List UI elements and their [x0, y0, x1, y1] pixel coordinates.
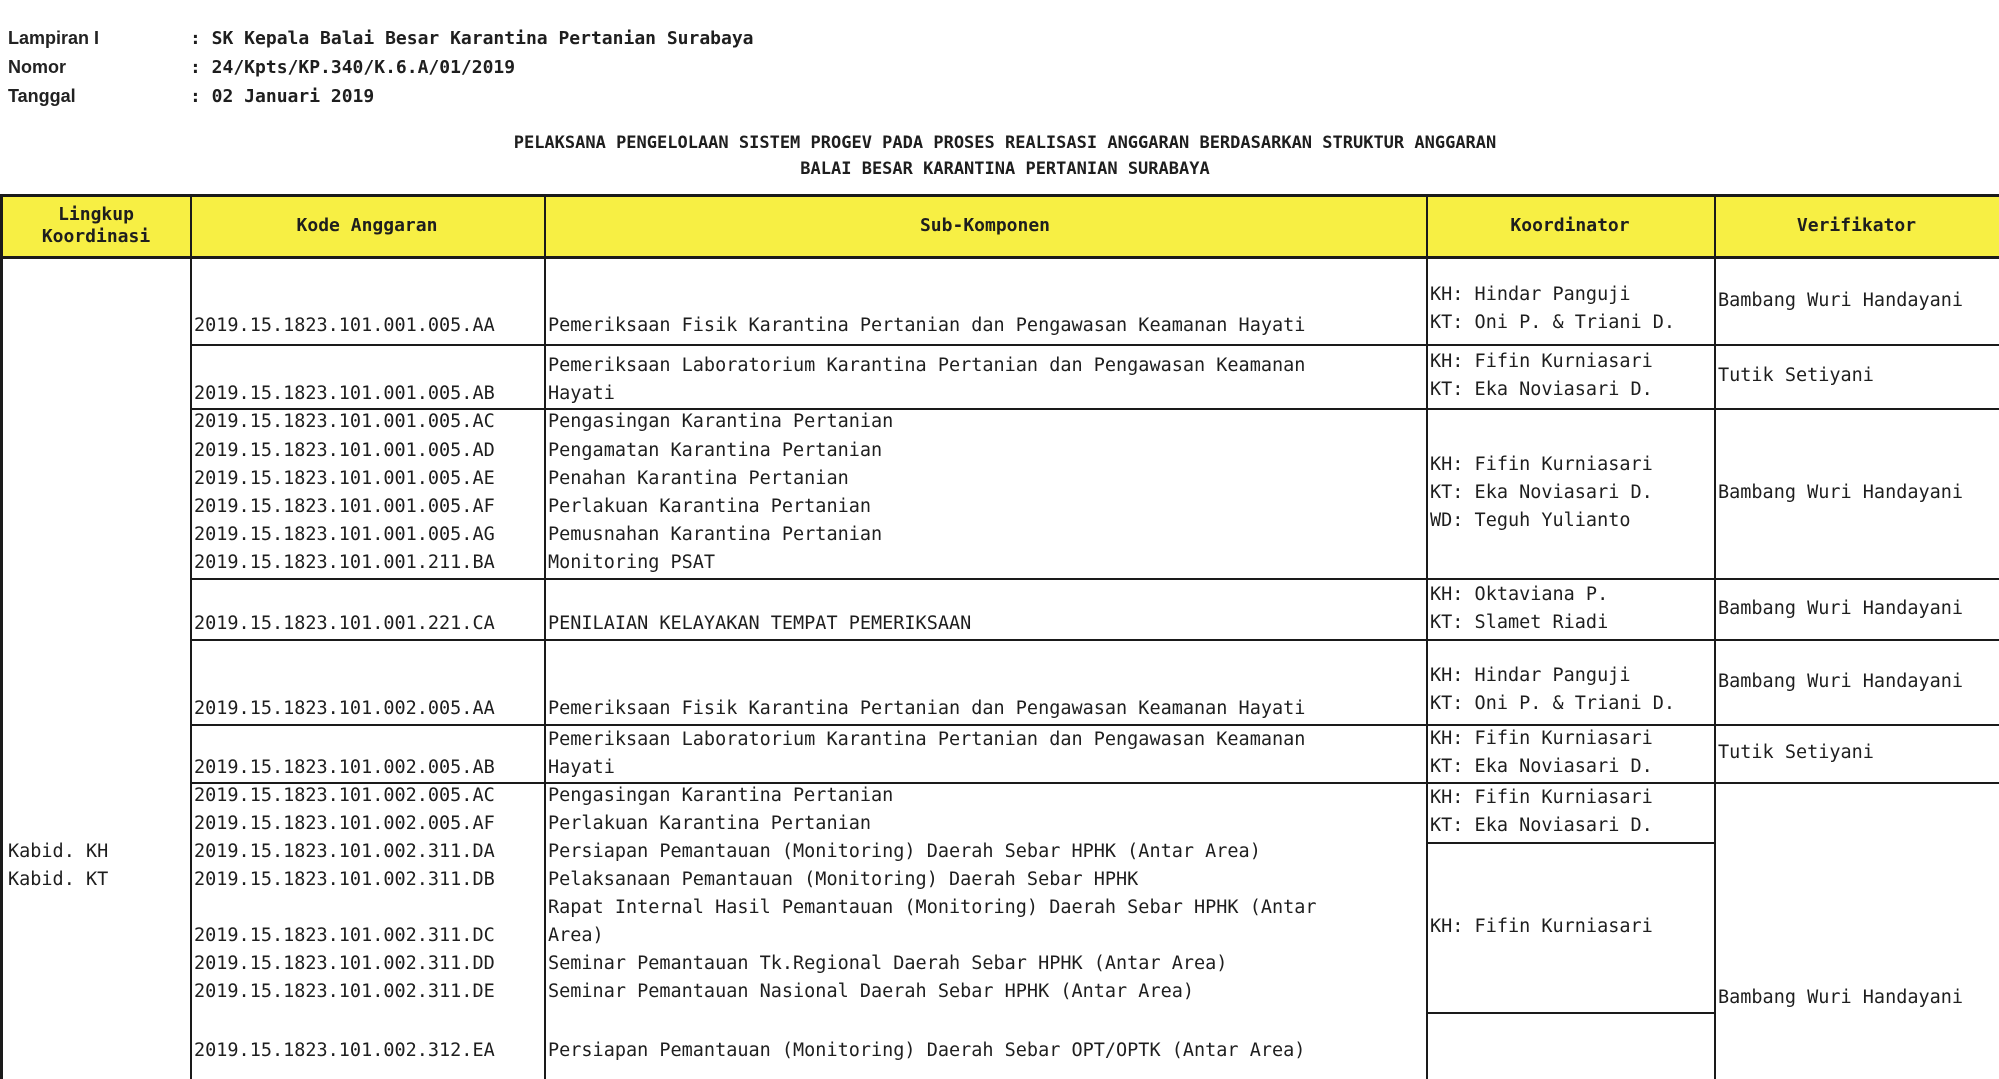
koordinator-cell: KH: Fifin Kurniasari	[1430, 916, 1653, 937]
sub-komponen-cell: Pengasingan Karantina Pertanian	[548, 411, 894, 432]
koordinator-cell: KH: Hindar Panguji KT: Oni P. & Triani D.	[1430, 664, 1676, 714]
kode-anggaran-cell: 2019.15.1823.101.002.311.DD	[194, 953, 495, 974]
koordinator-cell: KH: Fifin Kurniasari KT: Eka Noviasari D.	[1430, 728, 1653, 777]
verifikator-cell: Bambang Wuri Handayani	[1718, 670, 1964, 692]
sub-komponen-cell: Seminar Pemantauan Nasional Daerah Sebar HPHK (Antar Area)	[548, 981, 1195, 1002]
verifikator-cell: Tutik Setiyani	[1718, 365, 1874, 386]
koordinator-cell: KH: Hindar Panguji KT: Oni P. & Triani D.	[1430, 284, 1676, 333]
lampiran-label: Lampiran I	[8, 28, 100, 48]
sub-komponen-cell: Pemeriksaan Fisik Karantina Pertanian dan Pengawasan Keamanan Hayati	[548, 698, 1306, 719]
kode-anggaran-cell: 2019.15.1823.101.002.311.DE	[194, 981, 495, 1002]
nomor-value: : 24/Kpts/KP.340/K.6.A/01/2019	[190, 57, 516, 78]
table-rule	[1426, 724, 1714, 726]
document-title-line-2: BALAI BESAR KARANTINA PERTANIAN SURABAYA	[800, 159, 1210, 179]
tanggal-value: : 02 Januari 2019	[190, 86, 375, 107]
sub-komponen-cell: Pelaksanaan Pemantauan (Monitoring) Daerah Sebar HPHK	[548, 869, 1139, 890]
kode-anggaran-cell: 2019.15.1823.101.001.005.AC	[194, 411, 495, 432]
kode-anggaran-cell: 2019.15.1823.101.001.005.AA	[194, 315, 495, 336]
kode-anggaran-cell: 2019.15.1823.101.002.005.AB	[194, 757, 495, 778]
lampiran-value: : SK Kepala Balai Besar Karantina Pertanian Surabaya	[190, 28, 754, 49]
table-rule	[1426, 782, 1714, 784]
lingkup-koordinasi-cell: Kabid. KH	[8, 841, 109, 862]
kode-anggaran-cell: 2019.15.1823.101.002.311.DC	[194, 925, 495, 946]
sub-komponen-cell: Pengamatan Karantina Pertanian	[548, 440, 883, 461]
table-rule	[190, 408, 1426, 410]
sub-komponen-cell: Rapat Internal Hasil Pemantauan (Monitoring) Daerah Sebar HPHK (Antar Area)	[548, 897, 1317, 946]
table-rule	[1426, 578, 1714, 580]
col-header-koordinator: Koordinator	[1426, 196, 1714, 256]
table-rule	[190, 344, 1426, 346]
table-rule	[190, 724, 1426, 726]
verifikator-cell: Tutik Setiyani	[1718, 742, 1874, 763]
kode-anggaran-cell: 2019.15.1823.101.001.005.AG	[194, 524, 495, 545]
sub-komponen-cell: Pemeriksaan Laboratorium Karantina Pertanian dan Pengawasan Keamanan Hayati	[548, 729, 1306, 778]
sub-komponen-cell: Pengasingan Karantina Pertanian	[548, 785, 894, 806]
kode-anggaran-cell: 2019.15.1823.101.002.312.EA	[194, 1040, 495, 1061]
table-rule	[1714, 578, 1999, 580]
col-header-sub-komponen: Sub-Komponen	[544, 196, 1426, 256]
sub-komponen-cell: Persiapan Pemantauan (Monitoring) Daerah Sebar HPHK (Antar Area)	[548, 841, 1261, 862]
column-rule	[190, 194, 192, 1079]
column-rule	[544, 194, 546, 1079]
table-rule	[190, 782, 1426, 784]
kode-anggaran-cell: 2019.15.1823.101.002.005.AC	[194, 785, 495, 806]
table-rule	[1426, 639, 1714, 641]
kode-anggaran-cell: 2019.15.1823.101.001.005.AB	[194, 383, 495, 404]
sub-komponen-cell: PENILAIAN KELAYAKAN TEMPAT PEMERIKSAAN	[548, 613, 972, 634]
kode-anggaran-cell: 2019.15.1823.101.002.005.AF	[194, 813, 495, 834]
column-rule	[1426, 194, 1428, 1079]
col-header-lingkup: Lingkup Koordinasi	[2, 196, 190, 256]
sub-komponen-cell: Seminar Pemantauan Tk.Regional Daerah Sebar HPHK (Antar Area)	[548, 953, 1228, 974]
sub-komponen-cell: Pemusnahan Karantina Pertanian	[548, 524, 883, 545]
table-rule	[1714, 782, 1999, 784]
table-rule	[1714, 639, 1999, 641]
kode-anggaran-cell: 2019.15.1823.101.001.005.AD	[194, 440, 495, 461]
verifikator-cell: Bambang Wuri Handayani	[1718, 597, 1964, 619]
table-rule	[1714, 344, 1999, 346]
verifikator-cell: Bambang Wuri Handayani	[1718, 290, 1964, 311]
lingkup-koordinasi-cell: Kabid. KT	[8, 869, 109, 890]
sub-komponen-cell: Monitoring PSAT	[548, 552, 716, 573]
table-rule	[190, 578, 1426, 580]
koordinator-cell: KH: Fifin Kurniasari KT: Eka Noviasari D.	[1430, 787, 1653, 836]
col-header-verifikator: Verifikator	[1714, 196, 1999, 256]
verifikator-cell: Bambang Wuri Handayani	[1718, 482, 1964, 503]
sub-komponen-cell: Pemeriksaan Laboratorium Karantina Pertanian dan Pengawasan Keamanan Hayati	[548, 355, 1306, 404]
table-rule	[190, 639, 1426, 641]
sub-komponen-cell: Perlakuan Karantina Pertanian	[548, 813, 872, 834]
column-rule	[0, 194, 3, 1079]
document-title-line-1: PELAKSANA PENGELOLAAN SISTEM PROGEV PADA PROSES REALISASI ANGGARAN BERDASARKAN STRUKTUR ANGGARAN	[513, 133, 1497, 153]
table-rule	[1426, 842, 1714, 844]
tanggal-label: Tanggal	[8, 86, 76, 106]
sub-komponen-cell: Penahan Karantina Pertanian	[548, 468, 849, 489]
column-rule	[1714, 194, 1716, 1079]
koordinator-cell: KH: Fifin Kurniasari KT: Eka Noviasari D. WD: Teguh Yulianto	[1430, 454, 1653, 531]
nomor-label: Nomor	[8, 57, 66, 77]
table-rule	[1426, 1012, 1714, 1014]
sub-komponen-cell: Persiapan Pemantauan (Monitoring) Daerah Sebar OPT/OPTK (Antar Area)	[548, 1040, 1306, 1061]
kode-anggaran-cell: 2019.15.1823.101.002.311.DB	[194, 869, 495, 890]
table-rule	[1426, 344, 1714, 346]
table-top-rule	[0, 194, 1999, 197]
table-rule	[1426, 408, 1714, 410]
kode-anggaran-cell: 2019.15.1823.101.002.311.DA	[194, 841, 495, 862]
kode-anggaran-cell: 2019.15.1823.101.002.005.AA	[194, 698, 495, 719]
table-rule	[1714, 724, 1999, 726]
sub-komponen-cell: Perlakuan Karantina Pertanian	[548, 496, 872, 517]
koordinator-cell: KH: Oktaviana P. KT: Slamet Riadi	[1430, 583, 1609, 633]
kode-anggaran-cell: 2019.15.1823.101.001.221.CA	[194, 613, 495, 634]
verifikator-cell: Bambang Wuri Handayani	[1718, 987, 1964, 1008]
kode-anggaran-cell: 2019.15.1823.101.001.005.AE	[194, 468, 495, 489]
col-header-kode: Kode Anggaran	[190, 196, 544, 256]
sub-komponen-cell: Pemeriksaan Fisik Karantina Pertanian dan Pengawasan Keamanan Hayati	[548, 315, 1306, 336]
header-bottom-rule	[0, 256, 1999, 259]
kode-anggaran-cell: 2019.15.1823.101.001.211.BA	[194, 552, 495, 573]
table-rule	[1714, 408, 1999, 410]
kode-anggaran-cell: 2019.15.1823.101.001.005.AF	[194, 496, 495, 517]
koordinator-cell: KH: Fifin Kurniasari KT: Eka Noviasari D.	[1430, 351, 1653, 400]
